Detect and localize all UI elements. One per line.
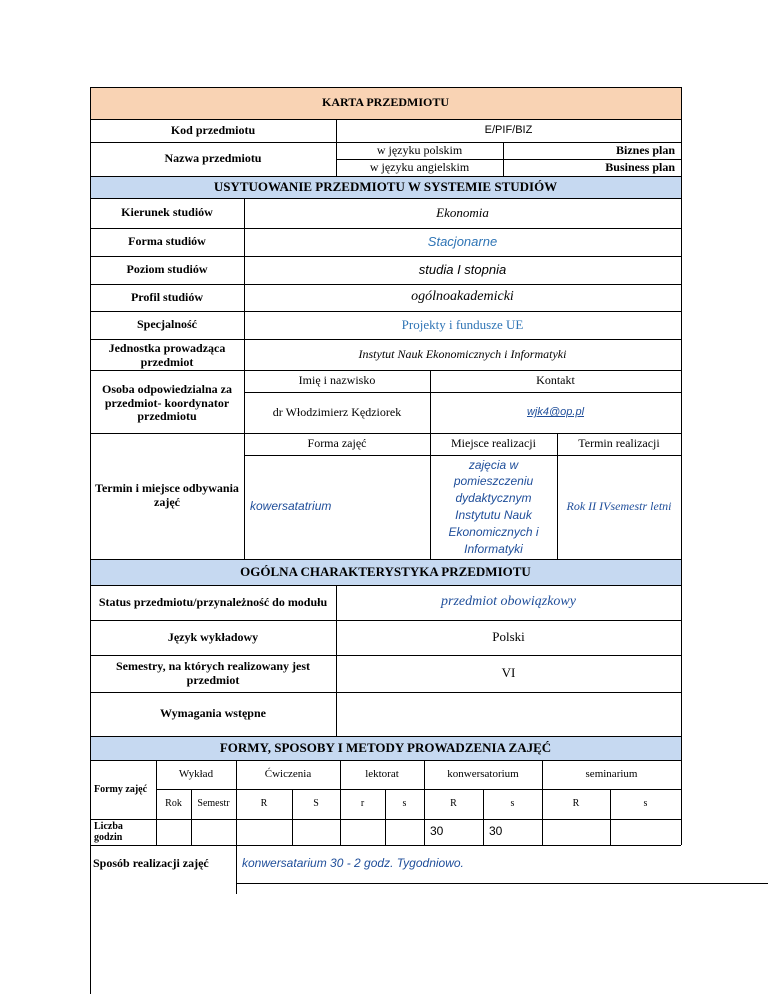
- miejsce-realizacji-label: Miejsce realizacji: [451, 436, 536, 451]
- subheader-sem-r: R: [572, 798, 580, 810]
- jednostka-label: Jednostka prowadząca przedmiot: [108, 341, 226, 369]
- status-label: Status przedmiotu/przynależność do modułu: [98, 594, 328, 609]
- sposob-label: Sposób realizacji zajęć: [93, 856, 209, 871]
- nazwa-pl-value: Biznes plan: [615, 142, 675, 157]
- forma-studiow-value: Stacjonarne: [427, 233, 498, 249]
- subheader-konw-s: s: [510, 798, 515, 810]
- termin-realizacji-value: Rok II IVsemestr letni: [566, 499, 672, 514]
- osoba-imie-value: dr Włodzimierz Kędziorek: [272, 404, 402, 419]
- subheader-lek-r: r: [360, 798, 365, 810]
- liczba-godzin-label: Liczba godzin: [94, 820, 123, 843]
- section-ogolna-title: OGÓLNA CHARAKTERYSTYKA PRZEDMIOTU: [240, 563, 531, 579]
- kierunek-value: Ekonomia: [436, 204, 489, 220]
- status-value: przedmiot obowiązkowy: [441, 594, 576, 610]
- header-lektorat: lektorat: [365, 768, 399, 781]
- subheader-sem-s: s: [643, 798, 648, 810]
- header-wyklad: Wykład: [178, 768, 214, 781]
- nazwa-en-value: Business plan: [605, 159, 675, 174]
- wymagania-label: Wymagania wstępne: [160, 706, 266, 721]
- hours-cw-s: [292, 819, 340, 845]
- subheader-cw-s: S: [313, 798, 319, 810]
- specjalnosc-value: Projekty i fundusze UE: [401, 316, 524, 332]
- kod-przedmiotu-label: Kod przedmiotu: [170, 122, 256, 137]
- osoba-imie-label: Imię i nazwisko: [298, 373, 376, 388]
- poziom-value: studia I stopnia: [418, 261, 507, 277]
- nazwa-pl-label: w języku polskim: [376, 142, 463, 157]
- specjalnosc-label: Specjalność: [137, 317, 197, 332]
- forma-studiow-label: Forma studiów: [128, 234, 206, 249]
- hours-lek-r: [340, 819, 385, 845]
- osoba-label: Osoba odpowiedzialna za przedmiot- koordynator przedmiotu: [101, 381, 233, 424]
- subheader-semestr: Semestr: [197, 798, 230, 810]
- poziom-label: Poziom studiów: [126, 262, 208, 277]
- jezyk-value: Polski: [492, 629, 525, 645]
- hours-wyk-rok: [156, 819, 191, 845]
- subheader-lek-s: s: [402, 798, 407, 810]
- forma-zajec-label: Forma zajęć: [307, 436, 367, 451]
- forma-zajec-value: kowersatatrium: [250, 499, 332, 514]
- jezyk-label: Język wykładowy: [167, 629, 259, 644]
- jednostka-value: Instytut Nauk Ekonomicznych i Informatyki: [358, 346, 567, 361]
- miejsce-realizacji-value: zajęcia w pomieszczeniu dydaktycznym Instytutu Nauk Ekonomicznych i Informatyki: [448, 457, 539, 556]
- header-cwiczenia: Ćwiczenia: [264, 768, 312, 781]
- subheader-cw-r: R: [260, 798, 268, 810]
- nazwa-en-label: w języku angielskim: [369, 159, 470, 174]
- kierunek-label: Kierunek studiów: [121, 205, 213, 220]
- semestry-label: Semestry, na których realizowany jest przedmiot: [115, 658, 311, 687]
- hours-lek-s: [385, 819, 424, 845]
- subheader-rok: Rok: [165, 798, 182, 810]
- sposob-value: konwersatarium 30 - 2 godz. Tygodniowo.: [242, 856, 464, 871]
- section-usytuowanie-title: USYTUOWANIE PRZEDMIOTU W SYSTEMIE STUDIÓW: [213, 178, 558, 194]
- wymagania-value: [336, 692, 681, 736]
- card-title: KARTA PRZEDMIOTU: [321, 95, 450, 110]
- formy-zajec-label: Formy zajęć: [94, 783, 148, 795]
- profil-value: ogólnoakademicki: [411, 289, 514, 305]
- hours-konw-r: 30: [430, 824, 444, 839]
- hours-wyk-sem: [191, 819, 236, 845]
- section-formy-title: FORMY, SPOSOBY I METODY PROWADZENIA ZAJĘĆ: [219, 739, 552, 755]
- hours-sem-s: [610, 819, 681, 845]
- termin-miejsce-label: Termin i miejsce odbywania zajęć: [95, 481, 239, 509]
- nazwa-przedmiotu-label: Nazwa przedmiotu: [164, 151, 262, 166]
- osoba-kontakt-label: Kontakt: [536, 373, 575, 388]
- kod-przedmiotu-value: E/PIF/BIZ: [484, 124, 533, 137]
- header-seminarium: seminarium: [585, 768, 638, 781]
- subheader-konw-r: R: [450, 798, 457, 810]
- hours-sem-r: [542, 819, 610, 845]
- header-konwersatorium: konwersatorium: [447, 768, 519, 781]
- osoba-kontakt-value[interactable]: wjk4@op.pl: [526, 406, 585, 419]
- semestry-value: VI: [501, 665, 516, 681]
- termin-realizacji-label: Termin realizacji: [578, 436, 660, 451]
- hours-konw-s: 30: [489, 824, 503, 839]
- profil-label: Profil studiów: [130, 289, 204, 304]
- hours-cw-r: [236, 819, 292, 845]
